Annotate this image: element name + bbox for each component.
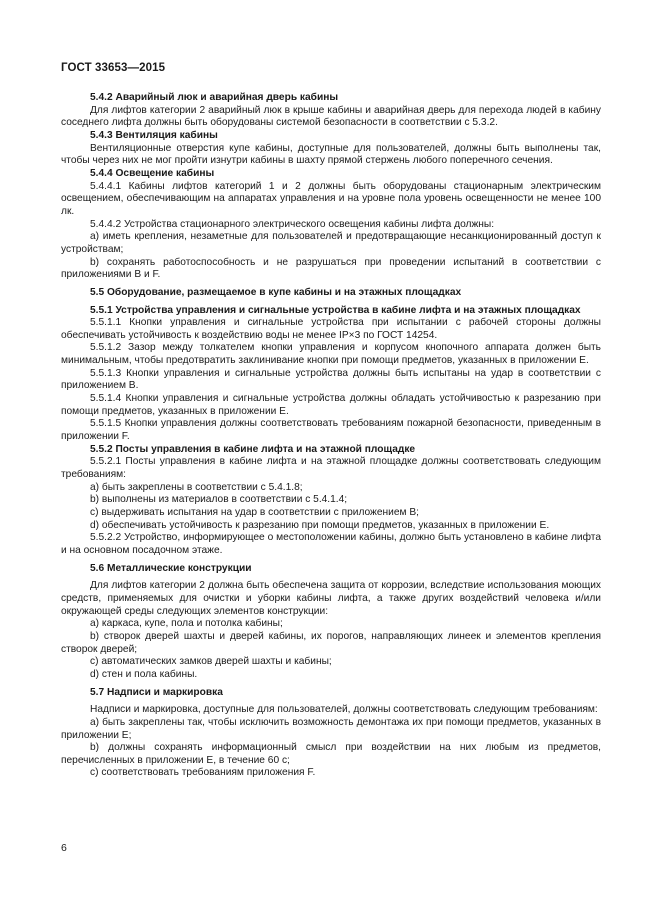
list-item: b) должны сохранять информационный смысл при воздействии на них любым из предметов, перечисленных в приложении E, в течение 60 с;: [61, 742, 601, 766]
list-item: b) створок дверей шахты и дверей кабины, их порогов, направляющих линеек и элементов крепления створок дверей;: [61, 630, 601, 655]
list-item: d) стен и пола кабины.: [90, 668, 198, 680]
list-item: b) выполнены из материалов в соответствии с 5.4.1.4;: [90, 494, 348, 506]
page-number: 6: [61, 842, 67, 854]
list-item: a) быть закреплены так, чтобы исключить возможность демонтажа их при помощи предметов, указанных в приложении E;: [61, 716, 601, 741]
paragraph: Вентиляционные отверстия купе кабины, доступные для пользователей, должны быть выполнены так, чтобы через них не мог пройти изнутри кабины в шахту прямой стержень любого поперечного сечения.: [61, 142, 601, 167]
paragraph: 5.4.4.1 Кабины лифтов категорий 1 и 2 должны быть оборудованы стационарным электрическим освещением, обеспечивающим на аппаратах управления и на уровне пола уровень освещенности не менее 100 лк.: [61, 180, 601, 217]
paragraph: Надписи и маркировка, доступные для пользователей, должны соответствовать следующим требованиям:: [90, 704, 598, 716]
subsection-heading-5-4-3: 5.4.3 Вентиляция кабины: [90, 129, 218, 141]
document-body: [61, 92, 601, 780]
list-item: a) иметь крепления, незаметные для пользователей и предотвращающие несанкционированный доступ к устройствам;: [61, 231, 601, 255]
paragraph: 5.5.1.4 Кнопки управления и сигнальные устройства должны обладать устойчивостью к разрезанию при помощи предметов, указанных в приложении E.: [61, 393, 601, 417]
list-item: c) автоматических замков дверей шахты и кабины;: [90, 656, 332, 668]
list-item: a) быть закреплены в соответствии с 5.4.1.8;: [90, 481, 303, 493]
paragraph: Для лифтов категории 2 должна быть обеспечена защита от коррозии, вследствие использования моющих средств, применяемых для очистки и уборки кабины лифта, а также других воздействий человека и/или окружающей среды следующих элементов конструкции:: [61, 580, 601, 617]
paragraph: 5.5.1.5 Кнопки управления должны соответствовать требованиям пожарной безопасности, приведенным в приложении F.: [61, 418, 601, 443]
subsection-heading-5-5-2: 5.5.2 Посты управления в кабине лифта и на этажной площадке: [90, 443, 416, 455]
section-heading-5-5: 5.5 Оборудование, размещаемое в купе кабины и на этажных площадках: [90, 286, 462, 298]
list-item: d) обеспечивать устойчивость к разрезанию при помощи предметов, указанных в приложении E.: [90, 519, 550, 531]
list-item: a) каркаса, купе, пола и потолка кабины;: [90, 618, 283, 630]
paragraph: 5.5.1.1 Кнопки управления и сигнальные устройства при испытании с рабочей стороны должны обеспечивать устойчивость к воздействию воды не менее IP×3 по ГОСТ 14254.: [61, 317, 601, 341]
paragraph: 5.4.4.2 Устройства стационарного электрического освещения кабины лифта должны:: [90, 218, 495, 230]
section-heading-5-6: 5.6 Металлические конструкции: [90, 562, 252, 574]
paragraph: 5.5.1.2 Зазор между толкателем кнопки управления и корпусом кнопочного аппарата должен быть минимальным, чтобы предотвратить заклинивание кнопки при помощи предметов, указанных в приложении E.: [61, 342, 601, 367]
paragraph: 5.5.1.3 Кнопки управления и сигнальные устройства должны быть испытаны на удар в соответствии с приложением B.: [61, 367, 601, 392]
subsection-heading-5-4-4: 5.4.4 Освещение кабины: [90, 167, 215, 179]
list-item: c) соответствовать требованиям приложения F.: [90, 767, 316, 779]
paragraph: 5.5.2.2 Устройство, информирующее о местоположении кабины, должно быть установлено в кабине лифта и на основном посадочном этаже.: [61, 532, 601, 556]
subsection-heading-5-4-2: 5.4.2 Аварийный люк и аварийная дверь кабины: [90, 92, 339, 103]
paragraph: Для лифтов категории 2 аварийный люк в крыше кабины и аварийная дверь для перехода людей в кабину соседнего лифта должны быть оборудованы системой безопасности в соответствии с 5.3.2.: [61, 104, 601, 129]
document-header: ГОСТ 33653—2015: [61, 62, 166, 74]
paragraph: 5.5.2.1 Посты управления в кабине лифта и на этажной площадке должны соответствовать следующим требованиям:: [61, 456, 601, 481]
section-heading-5-7: 5.7 Надписи и маркировка: [90, 686, 223, 698]
list-item: c) выдерживать испытания на удар в соответствии с приложением B;: [90, 507, 419, 518]
subsection-heading-5-5-1: 5.5.1 Устройства управления и сигнальные устройства в кабине лифта и на этажных площадках: [90, 304, 581, 316]
list-item: b) сохранять работоспособность и не разрушаться при проведении испытаний в соответствии с приложениями B и F.: [61, 256, 601, 281]
